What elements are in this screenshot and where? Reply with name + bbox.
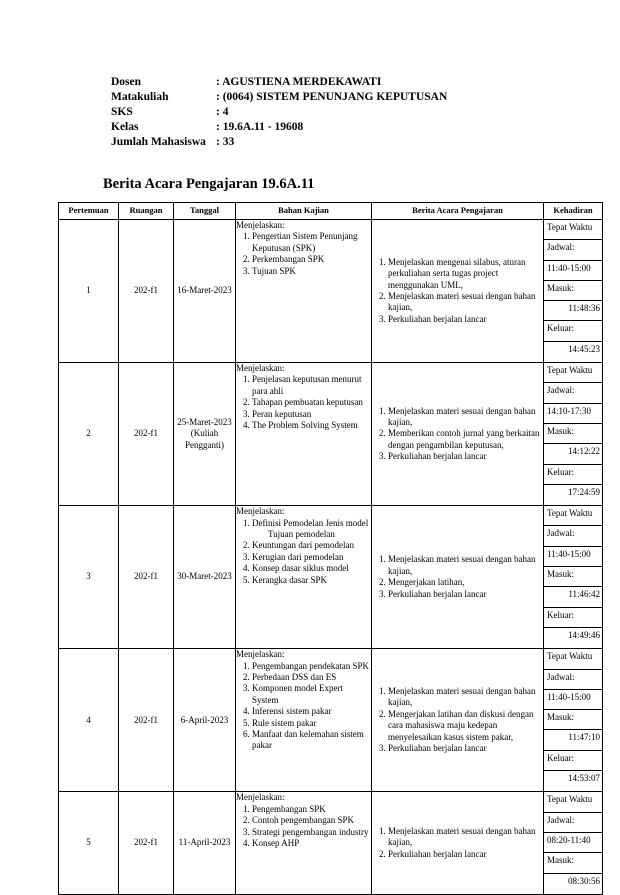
- info-label: Jumlah Mahasiswa: [111, 136, 206, 148]
- bahan-item: [252, 827, 371, 838]
- kehadiran-status: Tepat Waktu: [544, 792, 602, 812]
- masuk-value: 08:30:56: [567, 875, 600, 886]
- bahan-item: [252, 804, 371, 815]
- berita-item: 2. Perkuliahan berjalan lancar: [388, 849, 543, 860]
- keluar-value: 14:53:07: [567, 773, 600, 784]
- masuk-label: Masuk:: [544, 710, 602, 730]
- bahan-kajian-cell: [236, 506, 372, 649]
- info-label: Kelas: [111, 121, 139, 133]
- bahan-item: [252, 563, 371, 574]
- bahan-item: [252, 231, 371, 254]
- info-label: Dosen: [111, 76, 142, 88]
- bahan-item: [252, 706, 371, 717]
- bahan-item-text: Pengertian Sistem Penunjang Keputusan (SPK): [252, 231, 358, 253]
- info-label: SKS: [111, 106, 133, 118]
- bahan-item-text: Perkembangan SPK: [252, 254, 325, 265]
- berita-item: 2. Mengerjakan latihan,: [388, 577, 543, 588]
- berita-item: 2. Mengerjakan latihan dan diskusi dengan cara mahasiswa maju kedepan menyelesaikan kasus sistem pakar,: [388, 709, 543, 743]
- berita-list: [372, 826, 543, 860]
- berita-item: 3. Perkuliahan berjalan lancar: [388, 589, 543, 600]
- jadwal-value: 11:40-15:00: [544, 261, 602, 281]
- bahan-item: [252, 552, 371, 563]
- bahan-item: [252, 672, 371, 683]
- bahan-item-text: Tujuan SPK: [252, 265, 296, 276]
- ruangan-cell: 202-f1: [119, 792, 174, 894]
- jadwal-value: 11:40-15:00: [544, 547, 602, 567]
- kehadiran-cell: [544, 792, 603, 894]
- tanggal-cell: 11-April-2023: [174, 792, 236, 894]
- table-row: [59, 220, 603, 363]
- keluar-label: Keluar:: [544, 321, 602, 341]
- tanggal-cell: 16-Maret-2023: [174, 220, 236, 363]
- berita-acara-cell: [372, 649, 544, 792]
- masuk-value: 11:47:10: [544, 730, 602, 750]
- kehadiran-status: Tepat Waktu: [544, 220, 602, 240]
- bahan-item-text: Inferensi sistem pakar: [252, 706, 332, 717]
- berita-item: 1. Menjelaskan mengenai silabus, aturan perkuliahan serta tugas project menggunakan UML,: [388, 257, 543, 291]
- berita-item: 3. Perkuliahan berjalan lancar: [388, 743, 543, 754]
- bahan-kajian-cell: [236, 363, 372, 506]
- berita-list: [372, 257, 543, 325]
- info-value: : 4: [216, 106, 229, 118]
- pertemuan-cell: 1: [59, 220, 119, 363]
- bahan-item: [252, 397, 371, 408]
- keluar-label: Keluar:: [544, 465, 602, 485]
- masuk-value: 14:12:22: [544, 444, 602, 464]
- bahan-item: [252, 838, 371, 849]
- bahan-item-text: Konsep dasar siklus model: [252, 563, 349, 574]
- info-value: : (0064) SISTEM PENUNJANG KEPUTUSAN: [216, 91, 448, 103]
- bahan-kajian-cell: [236, 220, 372, 363]
- masuk-value: 11:46:42: [544, 587, 602, 607]
- info-row: [111, 90, 447, 105]
- berita-item: 3. Perkuliahan berjalan lancar: [388, 451, 543, 462]
- bahan-item-text: Peran keputusan: [252, 408, 312, 419]
- ruangan-cell: 202-f1: [119, 649, 174, 792]
- masuk-label: Masuk:: [544, 281, 602, 301]
- table-row: [59, 363, 603, 506]
- kehadiran-cell: [544, 363, 603, 506]
- bahan-intro: Menjelaskan:: [236, 649, 285, 660]
- kehadiran-cell: [544, 220, 603, 363]
- masuk-label: Masuk:: [544, 853, 602, 873]
- jadwal-label: Jadwal:: [544, 383, 602, 403]
- jadwal-label: Jadwal:: [544, 526, 602, 546]
- pertemuan-cell: 5: [59, 792, 119, 894]
- bahan-item-text: Rule sistem pakar: [252, 717, 317, 728]
- masuk-value: 11:48:36: [544, 301, 602, 321]
- info-value: : AGUSTIENA MERDEKAWATI: [216, 76, 382, 88]
- info-label: Matakuliah: [111, 91, 169, 103]
- bahan-item-text: Strategi pengembangan industry: [252, 826, 369, 837]
- berita-item: 1. Menjelaskan materi sesuai dengan bahan kajian,: [388, 686, 543, 709]
- berita-item: 1. Menjelaskan materi sesuai dengan bahan kajian,: [388, 554, 543, 577]
- bahan-item-text: Definisi Pemodelan Jenis model: [252, 517, 369, 528]
- keluar-label: Keluar:: [544, 608, 602, 628]
- table-row: [59, 792, 603, 894]
- bahan-item: [252, 420, 371, 431]
- bahan-item: [252, 518, 371, 541]
- bahan-item: [252, 729, 371, 752]
- pertemuan-cell: 4: [59, 649, 119, 792]
- bahan-list: [236, 518, 371, 586]
- table-header-row: [59, 203, 603, 220]
- pertemuan-cell: 3: [59, 506, 119, 649]
- bahan-item-text: Tahapan pembuatan keputusan: [252, 397, 363, 408]
- table-row: [59, 506, 603, 649]
- header-bahan-kajian: Bahan Kajian: [236, 203, 372, 220]
- bahan-item: [252, 575, 371, 586]
- bahan-list: [236, 374, 371, 431]
- berita-acara-cell: [372, 792, 544, 894]
- jadwal-label: Jadwal:: [544, 240, 602, 260]
- bahan-item-text: Konsep AHP: [252, 837, 300, 848]
- berita-acara-cell: [372, 220, 544, 363]
- bahan-item: [252, 683, 371, 706]
- berita-list: [372, 406, 543, 463]
- header-ruangan: Ruangan: [119, 203, 174, 220]
- bahan-item-text: The Problem Solving System: [252, 420, 358, 431]
- tanggal-cell: 30-Maret-2023: [174, 506, 236, 649]
- tanggal-cell: 6-April-2023: [174, 649, 236, 792]
- bahan-item-text: Perbedaan DSS dan ES: [252, 672, 337, 683]
- info-row: [111, 75, 447, 90]
- berita-acara-cell: [372, 363, 544, 506]
- info-row: [111, 135, 447, 150]
- bahan-item: [252, 540, 371, 551]
- bahan-item: [252, 661, 371, 672]
- header-kehadiran: Kehadiran: [544, 203, 603, 220]
- bahan-item-text: Penjelasan keputusan menurut para ahli: [252, 374, 362, 396]
- berita-list: [372, 554, 543, 600]
- bahan-intro: Menjelaskan:: [236, 792, 285, 803]
- jadwal-value: 08:20-11:40: [544, 833, 602, 853]
- tanggal-cell: 25-Maret-2023 (Kuliah Pengganti): [174, 363, 236, 506]
- bahan-item-cont: Tujuan pemodelan: [268, 528, 335, 539]
- header-tanggal: Tanggal: [174, 203, 236, 220]
- masuk-label: Masuk:: [544, 567, 602, 587]
- bahan-item: [252, 815, 371, 826]
- ruangan-cell: 202-f1: [119, 363, 174, 506]
- kehadiran-status: Tepat Waktu: [544, 649, 602, 669]
- masuk-label: Masuk:: [544, 424, 602, 444]
- header-berita-acara: Berita Acara Pengajaran: [372, 203, 544, 220]
- jadwal-value: 14:10-17:30: [544, 404, 602, 424]
- bahan-item: [252, 718, 371, 729]
- bahan-list: [236, 231, 371, 277]
- jadwal-label: Jadwal:: [544, 813, 602, 833]
- berita-item: 1. Menjelaskan materi sesuai dengan bahan kajian,: [388, 826, 543, 849]
- ruangan-cell: 202-f1: [119, 220, 174, 363]
- bahan-kajian-cell: [236, 792, 372, 894]
- attendance-table: [58, 202, 603, 895]
- kehadiran-status: Tepat Waktu: [544, 363, 602, 383]
- bahan-intro: Menjelaskan:: [236, 220, 285, 230]
- bahan-list: [236, 804, 371, 850]
- berita-item: 2. Memberikan contoh jurnal yang berkaitan dengan pengambilan keputusan,: [388, 428, 543, 451]
- jadwal-value: 11:40-15:00: [544, 690, 602, 710]
- bahan-kajian-cell: [236, 649, 372, 792]
- bahan-item-text: Contoh pengembangan SPK: [252, 815, 354, 826]
- bahan-item-text: Kerugian dari pemodelan: [252, 551, 344, 562]
- bahan-item: [252, 266, 371, 277]
- keluar-value: 14:49:46: [567, 629, 600, 640]
- bahan-item: [252, 374, 371, 397]
- berita-item: 1. Menjelaskan materi sesuai dengan bahan kajian,: [388, 406, 543, 429]
- berita-item: 2. Menjelaskan materi sesuai dengan bahan kajian,: [388, 291, 543, 314]
- berita-acara-cell: [372, 506, 544, 649]
- berita-item: 3. Perkuliahan berjalan lancar: [388, 314, 543, 325]
- kehadiran-status: Tepat Waktu: [544, 506, 602, 526]
- bahan-item: [252, 409, 371, 420]
- berita-list: [372, 686, 543, 754]
- pertemuan-cell: 2: [59, 363, 119, 506]
- keluar-value: 14:45:23: [567, 343, 600, 354]
- bahan-item-text: Keuntungan dari pemodelan: [252, 540, 354, 551]
- bahan-item-text: Kerangka dasar SPK: [252, 574, 327, 585]
- bahan-item-text: Komponen model Expert System: [252, 683, 343, 705]
- keluar-value: 17:24:59: [567, 486, 600, 497]
- bahan-intro: Menjelaskan:: [236, 363, 285, 374]
- kehadiran-cell: [544, 506, 603, 649]
- course-info: [111, 75, 447, 150]
- info-row: [111, 120, 447, 135]
- header-pertemuan: Pertemuan: [59, 203, 119, 220]
- bahan-intro: Menjelaskan:: [236, 506, 285, 517]
- info-row: [111, 105, 447, 120]
- bahan-item-text: Manfaat dan kelemahan sistem pakar: [252, 729, 364, 751]
- info-value: : 19.6A.11 - 19608: [216, 121, 304, 133]
- ruangan-cell: 202-f1: [119, 506, 174, 649]
- bahan-list: [236, 661, 371, 752]
- keluar-label: Keluar:: [544, 751, 602, 771]
- bahan-item: [252, 254, 371, 265]
- table-row: [59, 649, 603, 792]
- info-value: : 33: [216, 136, 235, 148]
- jadwal-label: Jadwal:: [544, 670, 602, 690]
- kehadiran-cell: [544, 649, 603, 792]
- bahan-item-text: Pengembangan pendekatan SPK: [252, 660, 369, 671]
- bahan-item-text: Pengembangan SPK: [252, 803, 326, 814]
- page-title: Berita Acara Pengajaran 19.6A.11: [103, 176, 315, 192]
